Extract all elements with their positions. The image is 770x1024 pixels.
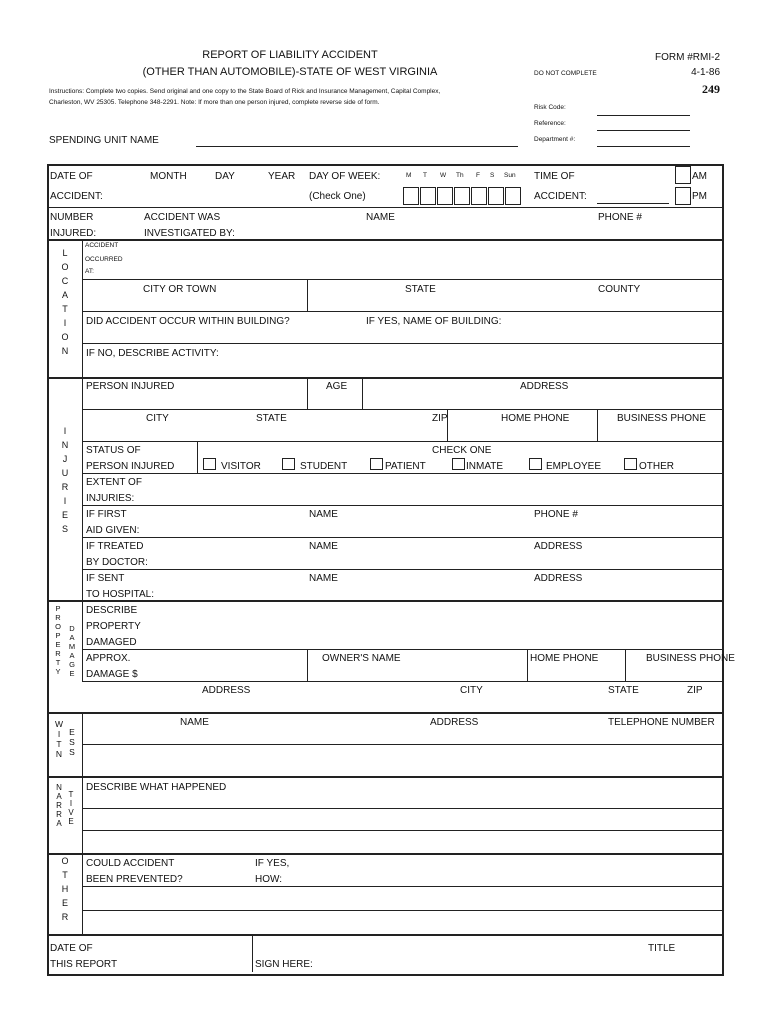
doctor-name-label: NAME (309, 541, 338, 552)
checkbox-patient[interactable] (370, 458, 383, 470)
reference-field[interactable] (597, 130, 690, 131)
owner-name-label: OWNER'S NAME (322, 653, 401, 664)
status-label-2: PERSON INJURED (86, 461, 175, 472)
investigator-phone-label: PHONE # (598, 212, 642, 223)
weekday-monday: M (406, 172, 412, 179)
narrative-side-label-2: T I V E (68, 790, 74, 826)
time-of-label: TIME OF (534, 171, 575, 182)
check-one-label: (Check One) (309, 191, 366, 202)
property-city-label: CITY (460, 685, 483, 696)
instructions-line1: Instructions: Complete two copies. Send original and one copy to the State Board of Rick and Insurance Management, Capital Complex, (49, 88, 441, 95)
could-prevent-label-2: BEEN PREVENTED? (86, 874, 183, 885)
other-status-label: OTHER (639, 461, 674, 472)
narrative-side-label-1: N A R R A (56, 783, 62, 828)
checkbox-student[interactable] (282, 458, 295, 470)
checkbox-wednesday[interactable] (437, 187, 453, 205)
date-of-label: DATE OF (50, 171, 93, 182)
describe-property-label-1: DESCRIBE (86, 605, 138, 616)
investigated-label-1: ACCIDENT WAS (144, 212, 221, 223)
risk-code-label: Risk Code: (534, 104, 566, 111)
witness-side-label-2: E S S (69, 727, 75, 757)
title-label: TITLE (648, 943, 676, 954)
checkbox-other[interactable] (624, 458, 637, 470)
check-one-status-label: CHECK ONE (432, 445, 492, 456)
property-state-label: STATE (608, 685, 639, 696)
weekday-sunday: Sun (504, 172, 516, 179)
form-revision-date: 4-1-86 (691, 67, 720, 78)
time-accident-label: ACCIDENT: (534, 191, 587, 202)
checkbox-monday[interactable] (403, 187, 419, 205)
property-address-label: ADDRESS (202, 685, 251, 696)
checkbox-employee[interactable] (529, 458, 542, 470)
injured-business-phone-label: BUSINESS PHONE (617, 413, 706, 424)
form-title-line1: REPORT OF LIABILITY ACCIDENT (202, 49, 378, 61)
risk-code-field[interactable] (597, 115, 690, 116)
checkbox-saturday[interactable] (488, 187, 504, 205)
hospital-label-1: IF SENT (86, 573, 125, 584)
age-label: AGE (326, 381, 348, 392)
first-aid-label-1: IF FIRST (86, 509, 127, 520)
year-label: YEAR (268, 171, 296, 182)
person-injured-label: PERSON INJURED (86, 381, 175, 392)
checkbox-visitor[interactable] (203, 458, 216, 470)
witness-phone-label: TELEPHONE NUMBER (608, 717, 715, 728)
reference-label: Reference: (534, 120, 566, 127)
checkbox-sunday[interactable] (505, 187, 521, 205)
status-label-1: STATUS OF (86, 445, 141, 456)
occurred-label-2: OCCURRED (85, 256, 123, 263)
owner-home-phone-label: HOME PHONE (530, 653, 599, 664)
employee-label: EMPLOYEE (546, 461, 602, 472)
property-zip-label: ZIP (687, 685, 703, 696)
owner-business-phone-label: BUSINESS PHONE (646, 653, 735, 664)
occurred-label-3: AT: (85, 268, 94, 275)
patient-label: PATIENT (385, 461, 426, 472)
day-label: DAY (215, 171, 235, 182)
form-number: FORM #RMI-2 (655, 52, 720, 63)
if-yes-how-label-1: IF YES, (255, 858, 290, 869)
occurred-label-1: ACCIDENT (85, 242, 119, 249)
instructions-line2: Charleston, WV 25305. Telephone 348-2291. Note: If more than one person injured, complete reverse side of form. (49, 99, 380, 106)
spending-unit-field[interactable] (196, 146, 518, 147)
could-prevent-label-1: COULD ACCIDENT (86, 858, 175, 869)
injured-zip-label: ZIP (432, 413, 448, 424)
damage-side-label: D A M A G E (68, 624, 76, 678)
injured-state-label: STATE (256, 413, 287, 424)
other-side-label: O T H E R (61, 856, 69, 922)
inmate-label: INMATE (466, 461, 504, 472)
checkbox-inmate[interactable] (452, 458, 465, 470)
hospital-address-label: ADDRESS (534, 573, 583, 584)
location-county-label: COUNTY (598, 284, 641, 295)
time-field[interactable] (597, 203, 669, 204)
visitor-label: VISITOR (221, 461, 261, 472)
location-city-label: CITY OR TOWN (143, 284, 217, 295)
first-aid-label-2: AID GIVEN: (86, 525, 140, 536)
pm-label: PM (692, 191, 707, 202)
checkbox-friday[interactable] (471, 187, 487, 205)
extent-label-2: INJURIES: (86, 493, 135, 504)
injured-address-label: ADDRESS (520, 381, 569, 392)
weekday-thursday: Th (456, 172, 464, 179)
hospital-label-2: TO HOSPITAL: (86, 589, 154, 600)
doctor-address-label: ADDRESS (534, 541, 583, 552)
injured-label: INJURED: (50, 228, 97, 239)
department-label: Department #: (534, 136, 576, 143)
describe-activity-label: IF NO, DESCRIBE ACTIVITY: (86, 348, 219, 359)
department-field[interactable] (597, 146, 690, 147)
describe-property-label-2: PROPERTY (86, 621, 141, 632)
spending-unit-label: SPENDING UNIT NAME (49, 135, 159, 146)
approx-damage-label-2: DAMAGE $ (86, 669, 138, 680)
injured-city-label: CITY (146, 413, 169, 424)
accident-label: ACCIDENT: (50, 191, 103, 202)
day-of-week-label: DAY OF WEEK: (309, 171, 381, 182)
weekday-friday: F (476, 172, 480, 179)
month-label: MONTH (150, 171, 187, 182)
weekday-tuesday: T (423, 172, 427, 179)
form-title-line2: (OTHER THAN AUTOMOBILE)-STATE OF WEST VIRGINIA (142, 66, 438, 78)
injured-home-phone-label: HOME PHONE (501, 413, 570, 424)
number-label: NUMBER (50, 212, 94, 223)
investigator-name-label: NAME (366, 212, 395, 223)
student-label: STUDENT (300, 461, 348, 472)
injuries-side-label: I N J U R I E S (61, 426, 69, 534)
location-side-label: L O C A T I O N (61, 248, 69, 356)
location-state-label: STATE (405, 284, 436, 295)
am-label: AM (692, 171, 707, 182)
form-serial-number: 249 (702, 82, 720, 96)
first-aid-phone-label: PHONE # (534, 509, 578, 520)
extent-label-1: EXTENT OF (86, 477, 142, 488)
checkbox-am[interactable] (675, 166, 691, 184)
date-of-report-label-2: THIS REPORT (50, 959, 118, 970)
checkbox-thursday[interactable] (454, 187, 470, 205)
sign-here-label: SIGN HERE: (255, 959, 313, 970)
checkbox-pm[interactable] (675, 187, 691, 205)
first-aid-name-label: NAME (309, 509, 338, 520)
within-building-label: DID ACCIDENT OCCUR WITHIN BUILDING? (86, 316, 290, 327)
weekday-saturday: S (490, 172, 495, 179)
date-of-report-label-1: DATE OF (50, 943, 93, 954)
hospital-name-label: NAME (309, 573, 338, 584)
if-yes-how-label-2: HOW: (255, 874, 283, 885)
weekday-wednesday: W (440, 172, 447, 179)
building-name-label: IF YES, NAME OF BUILDING: (366, 316, 502, 327)
checkbox-tuesday[interactable] (420, 187, 436, 205)
doctor-label-2: BY DOCTOR: (86, 557, 148, 568)
do-not-complete-label: DO NOT COMPLETE (534, 70, 597, 77)
witness-name-label: NAME (180, 717, 209, 728)
property-side-label: P R O P E R T Y (55, 604, 61, 676)
witness-address-label: ADDRESS (430, 717, 479, 728)
approx-damage-label-1: APPROX. (86, 653, 131, 664)
describe-property-label-3: DAMAGED (86, 637, 137, 648)
describe-what-happened-label: DESCRIBE WHAT HAPPENED (86, 782, 227, 793)
investigated-label-2: INVESTIGATED BY: (144, 228, 235, 239)
witness-side-label-1: W I T N (54, 719, 64, 759)
doctor-label-1: IF TREATED (86, 541, 144, 552)
